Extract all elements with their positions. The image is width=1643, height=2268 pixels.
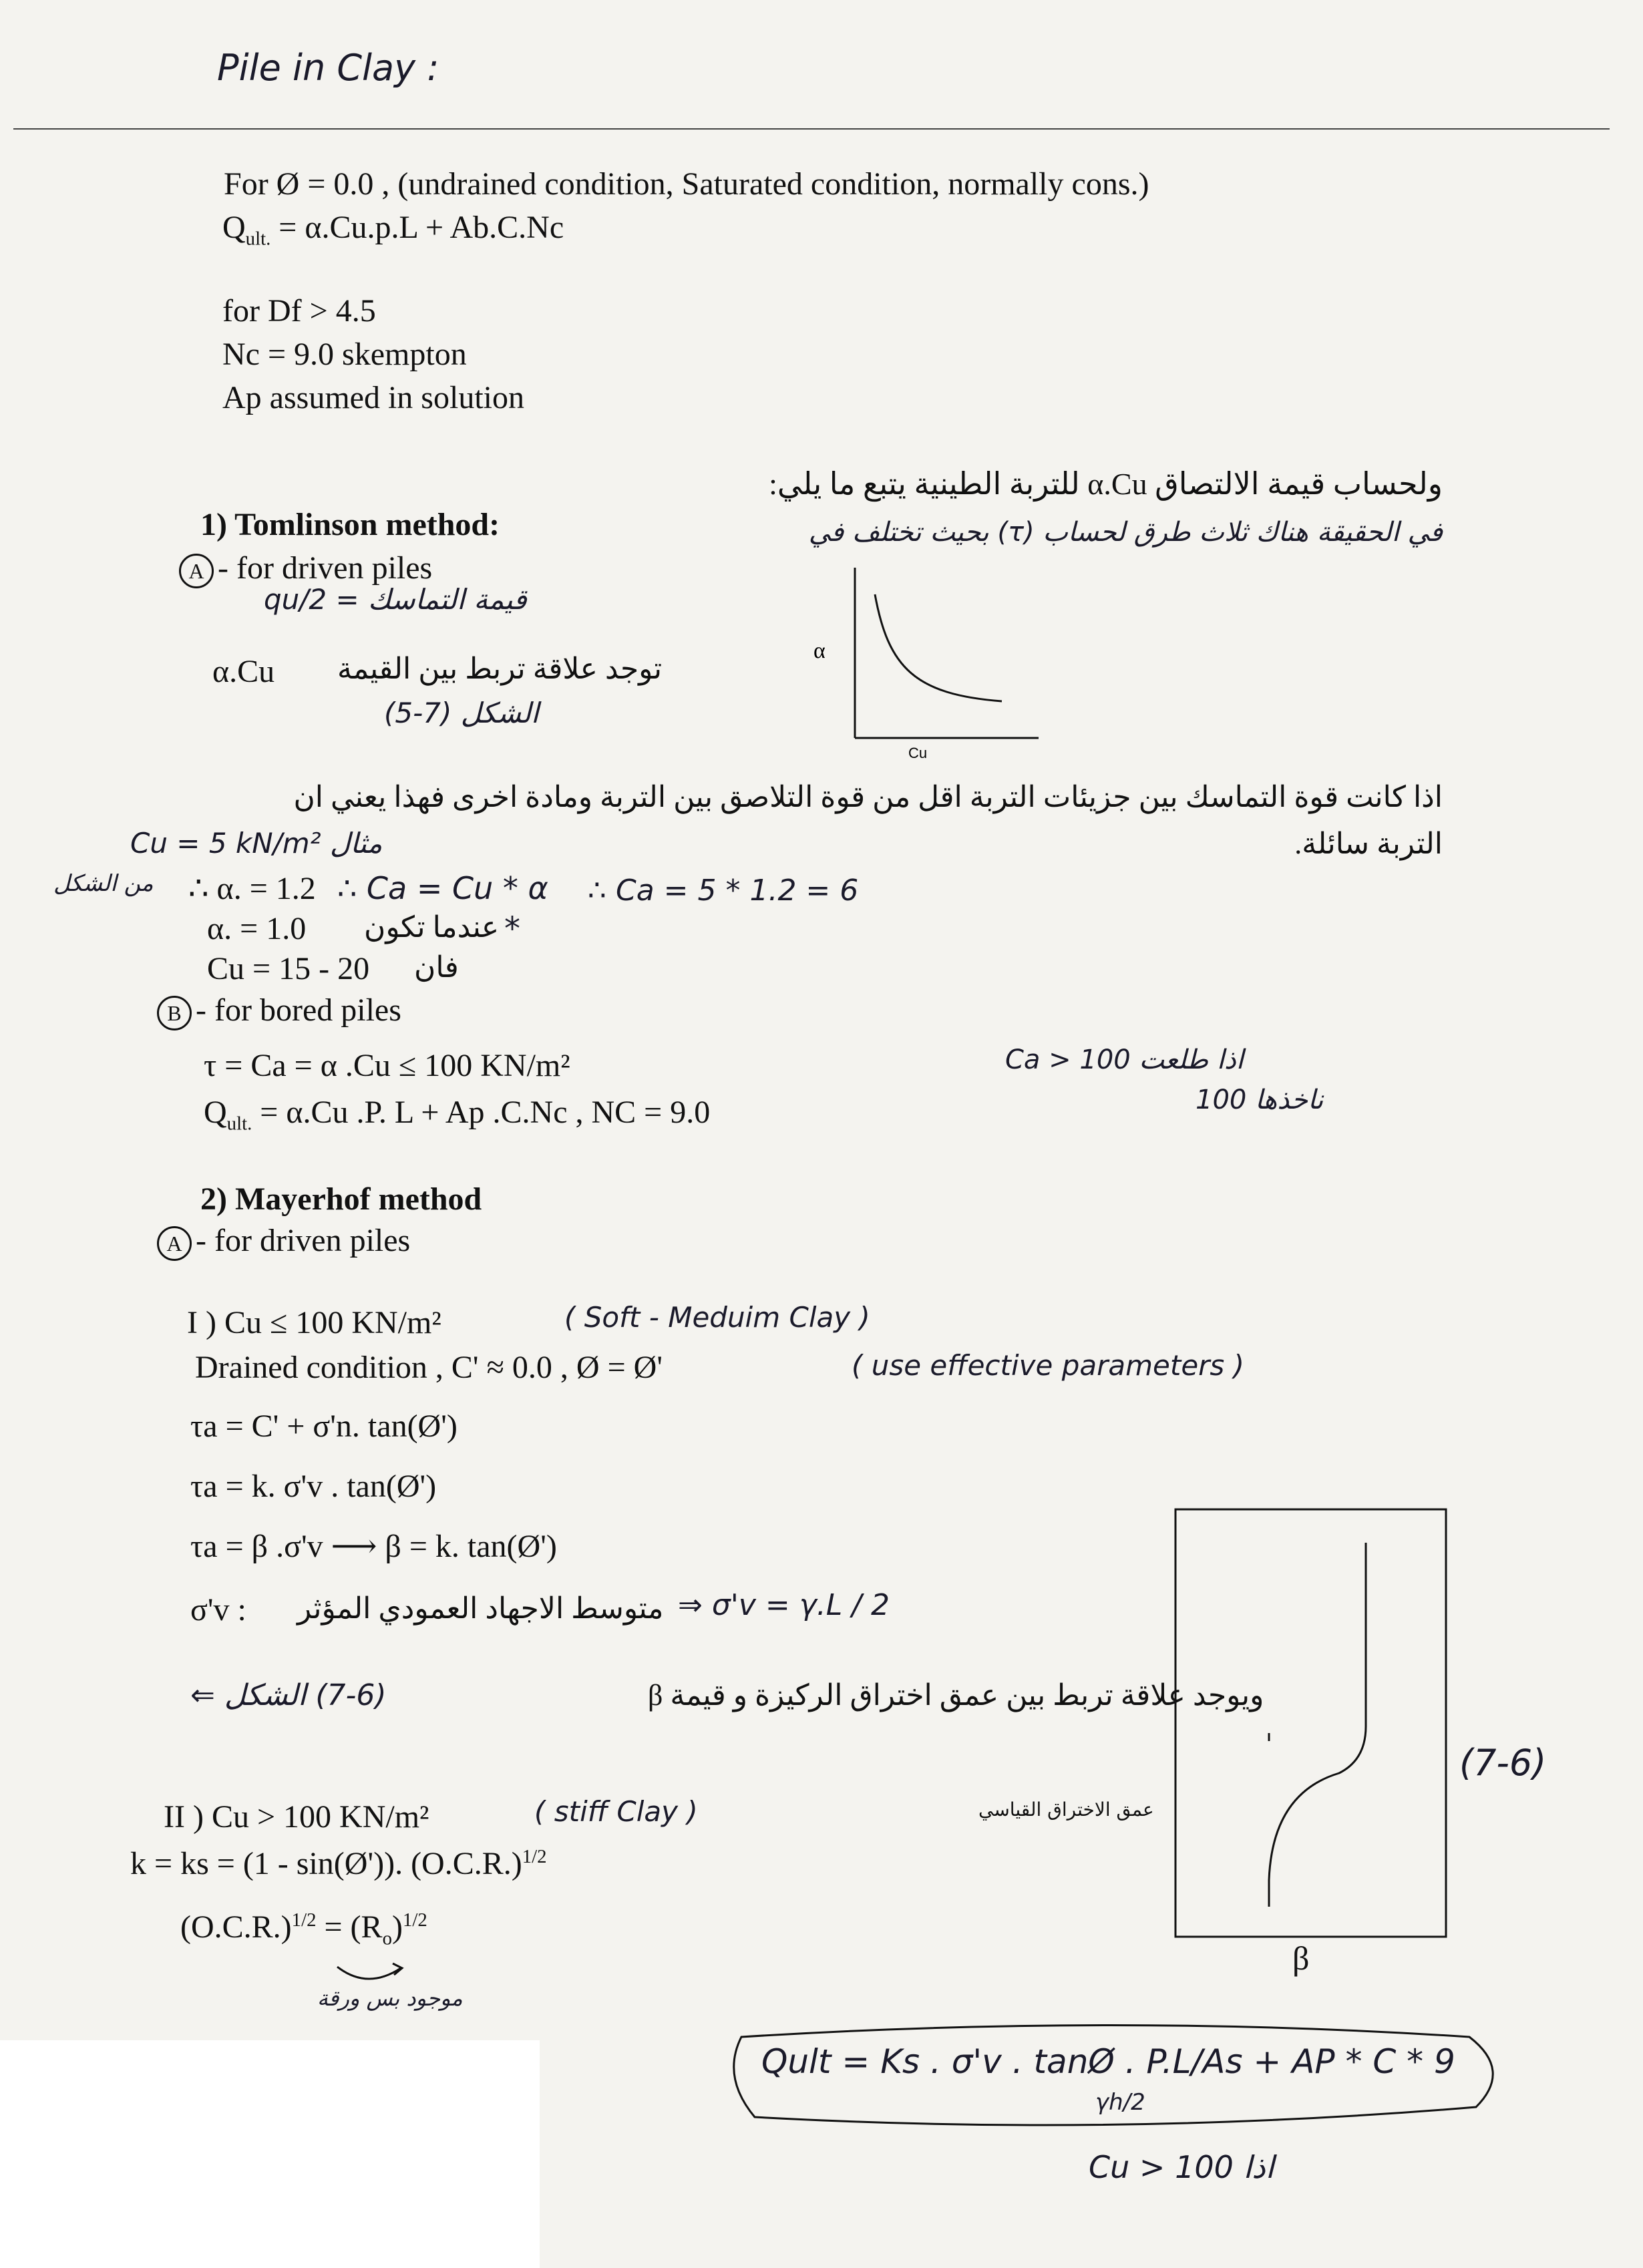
ocr-formula	[180, 1910, 427, 1949]
q-formula-rest: = α.Cu.p.L + Ab.C.Nc	[270, 210, 564, 245]
tomlinson-title: 1) Tomlinson method:	[200, 507, 500, 542]
case-stiff-clay: II ) Cu > 100 KN/m²	[164, 1799, 429, 1835]
q-symbol: Q	[222, 210, 246, 245]
ocr-note: موجود بس ورقة	[317, 1986, 463, 2011]
stiff-clay-note: ( stiff Clay )	[534, 1795, 698, 1828]
item-b-badge: B	[157, 996, 192, 1030]
beta-depth-graph	[1172, 1506, 1453, 1947]
beta-curve	[1269, 1543, 1366, 1907]
ca-calculation: ∴ Ca = 5 * 1.2 = 6	[588, 874, 859, 908]
then-arabic: فان	[414, 951, 459, 984]
ocr-sub: o	[382, 1927, 392, 1949]
undrained-condition-line: For Ø = 0.0 , (undrained condition, Saturated condition, normally cons.)	[224, 166, 1149, 202]
ocr-left: (O.C.R.)	[180, 1909, 292, 1945]
q-bored-subscript: ult.	[226, 1113, 252, 1135]
final-formula-under: γh/2	[1095, 2089, 1145, 2116]
tau-ca-line: τ = Ca = α .Cu ≤ 100 KN/m²	[204, 1048, 570, 1083]
beta-relation-arabic: ويوجد علاقة تربط بين عمق اختراق الركيزة و قيمة β	[648, 1679, 1264, 1712]
item-a-badge: A	[179, 554, 214, 588]
page-title: Pile in Clay :	[217, 47, 439, 89]
tomlinson-driven-label: - for driven piles	[218, 550, 433, 586]
note-take-100: ناخذها 100	[1196, 1085, 1324, 1115]
alpha-relation-arabic: توجد علاقة تربط بين القيمة	[337, 652, 663, 685]
alpha-graph-xlabel: Cu	[908, 745, 928, 761]
figure-7-5-ref: الشكل (7-5)	[384, 697, 539, 729]
q-bored-formula	[204, 1095, 710, 1135]
q-bored-rest: = α.Cu .P. L + Ap .C.Nc , NC = 9.0	[252, 1095, 711, 1130]
note-ca-exceeds-100: اذا طلعت 100 < Ca	[1005, 1045, 1244, 1075]
qu-cohesion-note: qu/2 = قيمة التماسك	[264, 583, 527, 616]
nc-value: Nc = 9.0 skempton	[222, 337, 467, 372]
when-arabic: عندما تكون	[364, 911, 500, 944]
tomlinson-bored-label: - for bored piles	[196, 992, 401, 1028]
header-divider	[13, 128, 1610, 130]
cohesion-condition-line2: التربة سائلة.	[1294, 827, 1443, 860]
figure-7-6-ref: (7-6) الشكل ⇐	[190, 1678, 387, 1712]
drained-condition: Drained condition , C' ≈ 0.0 , Ø = Ø'	[195, 1350, 663, 1385]
ocr-exp-left: 1/2	[291, 1909, 317, 1931]
alpha-cu-label: α.Cu	[212, 654, 275, 689]
ca-formula: ∴ Ca = Cu * α	[337, 870, 548, 906]
q-ult-formula	[222, 210, 564, 250]
from-figure-note: من الشكل	[53, 870, 154, 897]
beta-graph-frame	[1175, 1509, 1446, 1937]
ocr-arrow	[334, 1960, 407, 1987]
q-subscript: ult.	[245, 228, 271, 250]
mayerhof-driven	[157, 1223, 410, 1261]
final-formula: Qult = Ks . σ'v . tanØ . P.L/As + AP * C * 9	[761, 2042, 1455, 2081]
tau-a-formula-2: τa = k. σ'v . tan(Ø')	[190, 1469, 437, 1504]
df-condition: for Df > 4.5	[222, 293, 376, 329]
alpha-curve	[875, 594, 1002, 701]
tau-a-formula-1: τa = C' + σ'n. tan(Ø')	[190, 1408, 458, 1444]
mayerhof-driven-label: - for driven piles	[196, 1223, 411, 1258]
final-condition: اذا 100 < Cu	[1089, 2149, 1274, 2185]
beta-figure-label: (7-6)	[1459, 1742, 1547, 1784]
example-cu: مثال Cu = 5 kN/m²	[130, 827, 383, 860]
case-soft-clay: I ) Cu ≤ 100 KN/m²	[187, 1305, 441, 1340]
mayerhof-item-a-badge: A	[157, 1226, 192, 1261]
alpha-cu-arabic-title: ولحساب قيمة الالتصاق α.Cu للتربة الطينية يتبع ما يلي:	[769, 467, 1443, 501]
sigma-v-label: σ'v :	[190, 1592, 246, 1628]
k-formula-body: k = ks = (1 - sin(Ø')). (O.C.R.)	[130, 1846, 522, 1881]
alpha-graph-ylabel: α	[813, 638, 826, 663]
alpha-1-2: ∴ α. = 1.2	[188, 871, 316, 906]
effective-parameters-note: ( use effective parameters )	[852, 1349, 1245, 1382]
tau-a-formula-3: τa = β .σ'v ⟶ β = k. tan(Ø')	[190, 1529, 557, 1564]
ocr-exp-right: 1/2	[402, 1909, 427, 1931]
ocr-right: )	[391, 1909, 403, 1945]
alpha-1-0: α. = 1.0	[207, 911, 307, 946]
blank-corner	[0, 2040, 540, 2268]
k-formula	[130, 1847, 547, 1882]
ocr-mid: = (R	[316, 1909, 383, 1945]
three-methods-note: في الحقيقة هناك ثلاث طرق لحساب (τ) بحيث تختلف في	[808, 517, 1443, 548]
sigma-v-arabic: متوسط الاجهاد العمودي المؤثر	[297, 1592, 664, 1625]
beta-graph-xlabel: β	[1292, 1939, 1310, 1977]
cohesion-condition-line1: اذا كانت قوة التماسك بين جزيئات التربة اقل من قوة التلاصق بين التربة ومادة اخرى فهذا يعني ان	[293, 781, 1443, 813]
beta-graph-ylabel: عمق الاختراق القياسي	[978, 1799, 1154, 1821]
tomlinson-bored	[157, 993, 401, 1030]
ap-note: Ap assumed in solution	[222, 380, 524, 415]
cu-range: Cu = 15 - 20	[207, 951, 370, 986]
k-formula-exponent: 1/2	[522, 1846, 547, 1867]
mayerhof-title: 2) Mayerhof method	[200, 1181, 482, 1217]
sigma-v-formula: ⇒ σ'v = γ.L / 2	[678, 1588, 890, 1622]
soft-clay-note: ( Soft - Meduim Clay )	[564, 1301, 870, 1334]
alpha-vs-cu-graph	[801, 568, 1069, 761]
star-mark: *	[504, 910, 520, 948]
q-bored-symbol: Q	[204, 1095, 227, 1130]
